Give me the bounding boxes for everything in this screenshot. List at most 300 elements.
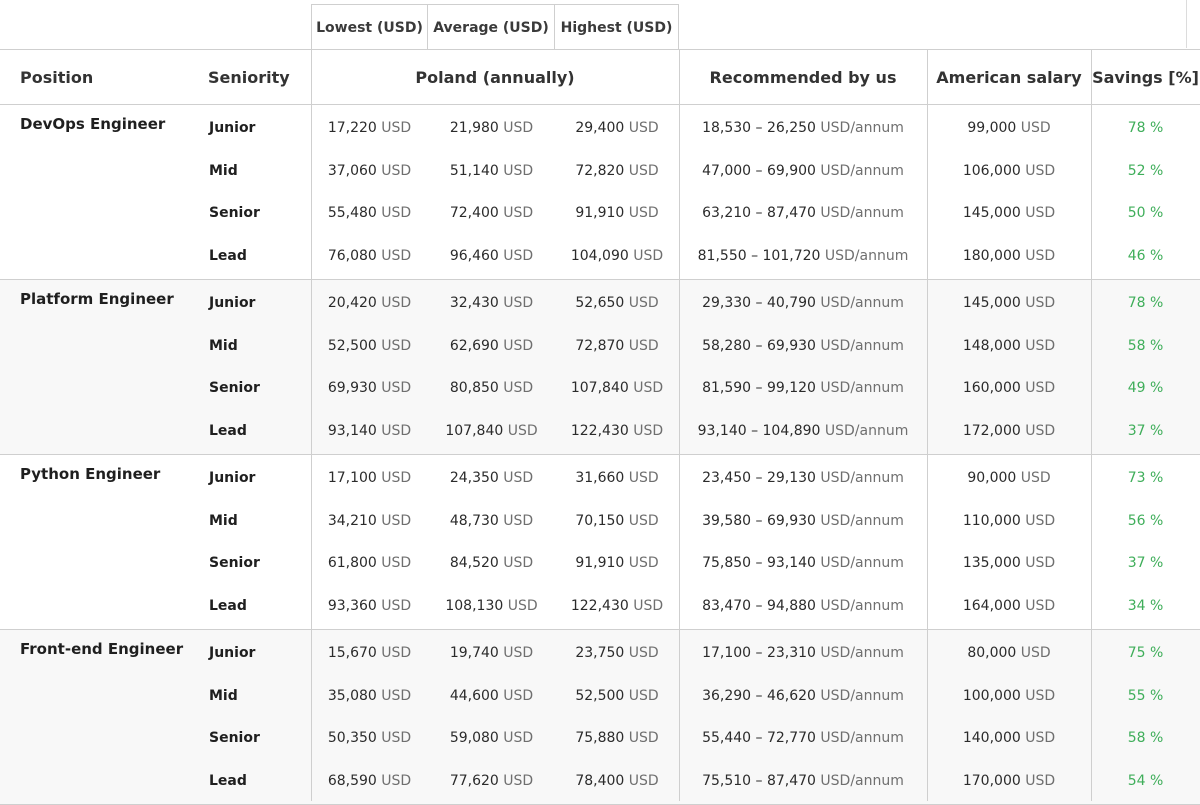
- average-salary-cell-value: 51,140: [449, 162, 499, 179]
- lowest-salary-cell-value: 52,500: [327, 337, 377, 354]
- position-header: Position: [20, 67, 94, 87]
- highest-salary-cell: [555, 760, 679, 802]
- savings-percent-sign: %: [1149, 380, 1164, 396]
- american-salary-cell: [927, 107, 1091, 149]
- seniority-cell: Senior: [209, 555, 260, 571]
- average-salary-cell: [428, 585, 555, 627]
- savings-percent-sign: %: [1149, 555, 1164, 571]
- savings-cell: [1091, 192, 1200, 234]
- lowest-salary-cell-unit: USD: [381, 512, 412, 529]
- american-salary-cell-unit: USD: [1025, 687, 1056, 704]
- highest-salary-cell-unit: USD: [633, 247, 664, 264]
- seniority-cell: Lead: [209, 597, 247, 614]
- savings-value: 50: [1127, 205, 1146, 221]
- savings-cell: [1091, 107, 1200, 149]
- highest-salary-cell: [555, 542, 679, 584]
- highest-salary-cell: [555, 150, 679, 192]
- average-salary-cell-unit: USD: [503, 555, 534, 571]
- recommended-salary-cell-value: 75,850 – 93,140: [702, 555, 816, 571]
- recommended-salary-cell-unit: USD/annum: [820, 645, 904, 661]
- recommended-salary-cell-value: 93,140 – 104,890: [697, 422, 821, 439]
- seniority-cell: Junior: [209, 470, 256, 486]
- highest-salary-cell-unit: USD: [628, 120, 659, 136]
- lowest-salary-cell: [311, 107, 428, 149]
- recommended-salary-cell-value: 36,290 – 46,620: [702, 687, 816, 704]
- lowest-salary-cell-value: 50,350: [327, 730, 377, 746]
- recommended-salary-cell-value: 83,470 – 94,880: [702, 597, 816, 614]
- recommended-salary-cell-value: 75,510 – 87,470: [702, 772, 816, 789]
- average-salary-cell-unit: USD: [507, 422, 538, 439]
- lowest-salary-cell-value: 69,930: [327, 380, 377, 396]
- american-salary-cell-unit: USD: [1025, 422, 1056, 439]
- average-salary-cell-value: 72,400: [449, 205, 499, 221]
- american-salary-cell: [927, 282, 1091, 324]
- american-salary-cell-value: 106,000: [962, 162, 1021, 179]
- american-salary-cell: [927, 717, 1091, 759]
- average-salary-cell-unit: USD: [503, 645, 534, 661]
- recommended-salary-cell-unit: USD/annum: [824, 422, 909, 439]
- recommended-salary-cell-unit: USD/annum: [820, 380, 904, 396]
- highest-salary-cell: [555, 500, 679, 542]
- average-salary-cell-unit: USD: [503, 247, 534, 264]
- highest-salary-cell-unit: USD: [628, 295, 659, 311]
- highest-salary-cell-value: 52,650: [575, 295, 625, 311]
- highest-salary-cell-unit: USD: [628, 337, 659, 354]
- savings-header: Savings [%]: [1092, 67, 1199, 87]
- position-name: DevOps Engineer: [20, 115, 166, 133]
- recommended-salary-cell-unit: USD/annum: [820, 687, 904, 704]
- highest-salary-cell-unit: USD: [628, 512, 659, 529]
- highest-salary-cell-value: 70,150: [575, 512, 625, 529]
- savings-cell: [1091, 410, 1200, 452]
- recommended-salary-cell: [679, 325, 927, 367]
- average-salary-cell-value: 96,460: [449, 247, 499, 264]
- recommended-header: Recommended by us: [709, 67, 897, 87]
- lowest-salary-cell: [311, 717, 428, 759]
- recommended-salary-cell-unit: USD/annum: [820, 120, 904, 136]
- lowest-salary-cell-unit: USD: [381, 162, 412, 179]
- savings-cell: [1091, 457, 1200, 499]
- american-salary-cell-value: 145,000: [962, 295, 1021, 311]
- average-salary-cell-unit: USD: [503, 205, 534, 221]
- savings-percent-sign: %: [1149, 645, 1164, 661]
- column-divider: [311, 49, 312, 801]
- american-salary-cell: [927, 325, 1091, 367]
- american-salary-cell-value: 140,000: [962, 730, 1021, 746]
- position-group: [0, 455, 1200, 630]
- savings-cell: [1091, 632, 1200, 674]
- american-salary-cell: [927, 585, 1091, 627]
- lowest-salary-cell-unit: USD: [381, 470, 412, 486]
- recommended-salary-cell-value: 23,450 – 29,130: [702, 470, 816, 486]
- savings-percent-sign: %: [1149, 772, 1164, 789]
- american-salary-cell-value: 80,000: [967, 645, 1017, 661]
- american-salary-cell-value: 90,000: [967, 470, 1017, 486]
- seniority-cell: Mid: [209, 337, 238, 354]
- lowest-salary-cell: [311, 457, 428, 499]
- average-salary-cell-unit: USD: [503, 120, 534, 136]
- american-salary-cell-value: 145,000: [962, 205, 1021, 221]
- highest-salary-cell-value: 72,870: [575, 337, 625, 354]
- highest-salary-cell: [555, 107, 679, 149]
- savings-percent-sign: %: [1149, 162, 1164, 179]
- american-salary-cell: [927, 500, 1091, 542]
- seniority-cell: Senior: [209, 205, 260, 221]
- savings-value: 37: [1127, 422, 1146, 439]
- highest-salary-cell-unit: USD: [628, 205, 659, 221]
- recommended-salary-cell-unit: USD/annum: [820, 555, 904, 571]
- lowest-salary-cell-value: 17,100: [327, 470, 377, 486]
- recommended-salary-cell-unit: USD/annum: [820, 730, 904, 746]
- savings-cell: [1091, 760, 1200, 802]
- table-row: [0, 585, 1200, 627]
- savings-percent-sign: %: [1149, 422, 1164, 439]
- table-row: [0, 150, 1200, 192]
- highest-salary-cell-value: 122,430: [570, 597, 629, 614]
- highest-salary-cell: [555, 235, 679, 277]
- lowest-salary-cell-value: 15,670: [327, 645, 377, 661]
- savings-value: 73: [1127, 470, 1146, 486]
- recommended-salary-cell-unit: USD/annum: [824, 247, 909, 264]
- american-salary-header: American salary: [936, 67, 1082, 87]
- average-salary-cell-value: 44,600: [449, 687, 499, 704]
- lowest-salary-cell: [311, 632, 428, 674]
- average-salary-cell: [428, 150, 555, 192]
- average-salary-cell-value: 80,850: [449, 380, 499, 396]
- american-salary-cell-unit: USD: [1025, 205, 1056, 221]
- savings-percent-sign: %: [1149, 730, 1164, 746]
- seniority-cell: Mid: [209, 162, 238, 179]
- savings-cell: [1091, 500, 1200, 542]
- savings-value: 78: [1127, 120, 1146, 136]
- lowest-salary-cell-value: 68,590: [327, 772, 377, 789]
- savings-percent-sign: %: [1149, 337, 1164, 354]
- lowest-salary-cell-value: 76,080: [327, 247, 377, 264]
- recommended-salary-cell-value: 17,100 – 23,310: [702, 645, 816, 661]
- seniority-cell: Lead: [209, 772, 247, 789]
- recommended-salary-cell: [679, 235, 927, 277]
- american-salary-cell-unit: USD: [1025, 247, 1056, 264]
- lowest-salary-cell: [311, 542, 428, 584]
- table-row: [0, 675, 1200, 717]
- position-name: Platform Engineer: [20, 290, 174, 308]
- seniority-cell: Lead: [209, 247, 247, 264]
- poland-annually-header: Poland (annually): [415, 67, 575, 87]
- lowest-salary-cell: [311, 500, 428, 542]
- highest-salary-cell-value: 122,430: [570, 422, 629, 439]
- highest-salary-cell-value: 31,660: [575, 470, 625, 486]
- average-salary-cell: [428, 282, 555, 324]
- recommended-salary-cell: [679, 457, 927, 499]
- highest-salary-cell-value: 72,820: [575, 162, 625, 179]
- lowest-salary-cell: [311, 410, 428, 452]
- recommended-salary-cell-value: 55,440 – 72,770: [702, 730, 816, 746]
- highest-salary-cell: [555, 192, 679, 234]
- average-salary-cell-value: 21,980: [449, 120, 499, 136]
- savings-value: 54: [1127, 772, 1146, 789]
- recommended-salary-cell: [679, 585, 927, 627]
- highest-salary-cell-value: 91,910: [575, 205, 625, 221]
- highest-salary-cell: [555, 325, 679, 367]
- lowest-salary-cell: [311, 325, 428, 367]
- recommended-salary-cell-value: 58,280 – 69,930: [702, 337, 816, 354]
- average-salary-cell-unit: USD: [503, 470, 534, 486]
- recommended-salary-cell: [679, 150, 927, 192]
- lowest-salary-cell-value: 61,800: [327, 555, 377, 571]
- lowest-salary-cell: [311, 760, 428, 802]
- table-row: [0, 500, 1200, 542]
- savings-cell: [1091, 542, 1200, 584]
- highest-salary-cell-value: 23,750: [575, 645, 625, 661]
- lowest-salary-cell-unit: USD: [381, 337, 412, 354]
- recommended-salary-cell: [679, 107, 927, 149]
- table-row: [0, 192, 1200, 234]
- savings-value: 56: [1127, 512, 1146, 529]
- american-salary-cell: [927, 367, 1091, 409]
- highest-salary-cell-unit: USD: [628, 162, 659, 179]
- highest-salary-cell-unit: USD: [628, 730, 659, 746]
- poland-subheader-row: [0, 0, 1200, 50]
- american-salary-cell-unit: USD: [1025, 380, 1056, 396]
- highest-salary-cell-unit: USD: [633, 380, 664, 396]
- seniority-cell: Mid: [209, 512, 238, 529]
- american-salary-cell-unit: USD: [1025, 555, 1056, 571]
- highest-salary-cell: [555, 717, 679, 759]
- average-salary-cell-value: 48,730: [449, 512, 499, 529]
- recommended-salary-cell: [679, 282, 927, 324]
- savings-percent-sign: %: [1149, 205, 1164, 221]
- average-salary-cell-value: 107,840: [445, 422, 504, 439]
- savings-cell: [1091, 282, 1200, 324]
- lowest-salary-cell-value: 93,360: [327, 597, 377, 614]
- average-salary-cell: [428, 675, 555, 717]
- average-salary-cell-value: 84,520: [449, 555, 499, 571]
- lowest-salary-cell-value: 93,140: [327, 422, 377, 439]
- position-name: Front-end Engineer: [20, 640, 184, 658]
- recommended-salary-cell-unit: USD/annum: [820, 295, 904, 311]
- average-salary-cell: [428, 500, 555, 542]
- american-salary-cell-value: 164,000: [962, 597, 1021, 614]
- savings-value: 58: [1127, 337, 1146, 354]
- recommended-salary-cell-unit: USD/annum: [820, 162, 904, 179]
- american-salary-cell-unit: USD: [1025, 162, 1056, 179]
- position-group: [0, 630, 1200, 805]
- lowest-salary-cell-value: 37,060: [327, 162, 377, 179]
- savings-cell: [1091, 150, 1200, 192]
- savings-value: 75: [1127, 645, 1146, 661]
- column-divider: [1091, 49, 1092, 801]
- average-salary-cell-unit: USD: [503, 162, 534, 179]
- lowest-salary-cell: [311, 150, 428, 192]
- average-salary-cell-value: 24,350: [449, 470, 499, 486]
- savings-cell: [1091, 235, 1200, 277]
- savings-cell: [1091, 367, 1200, 409]
- lowest-salary-cell: [311, 585, 428, 627]
- recommended-salary-cell-value: 63,210 – 87,470: [702, 205, 816, 221]
- average-salary-cell-unit: USD: [503, 772, 534, 789]
- lowest-salary-cell-unit: USD: [381, 205, 412, 221]
- american-salary-cell: [927, 457, 1091, 499]
- lowest-salary-cell-unit: USD: [381, 730, 412, 746]
- highest-salary-cell-value: 104,090: [570, 247, 629, 264]
- highest-salary-cell-unit: USD: [633, 422, 664, 439]
- table-row: [0, 282, 1200, 324]
- savings-cell: [1091, 585, 1200, 627]
- lowest-usd-header: Lowest (USD): [311, 4, 428, 50]
- highest-salary-cell-value: 29,400: [575, 120, 625, 136]
- savings-percent-sign: %: [1149, 470, 1164, 486]
- american-salary-cell: [927, 760, 1091, 802]
- average-salary-cell: [428, 542, 555, 584]
- american-salary-cell-value: 148,000: [962, 337, 1021, 354]
- average-salary-cell: [428, 192, 555, 234]
- recommended-salary-cell-value: 81,550 – 101,720: [697, 247, 821, 264]
- american-salary-cell: [927, 410, 1091, 452]
- highest-salary-cell-unit: USD: [628, 645, 659, 661]
- lowest-salary-cell-unit: USD: [381, 380, 412, 396]
- scroll-edge-divider: [1186, 0, 1187, 48]
- american-salary-cell-value: 135,000: [962, 555, 1021, 571]
- american-salary-cell-value: 160,000: [962, 380, 1021, 396]
- recommended-salary-cell: [679, 500, 927, 542]
- average-salary-cell-value: 77,620: [449, 772, 499, 789]
- american-salary-cell-unit: USD: [1025, 337, 1056, 354]
- lowest-salary-cell-unit: USD: [381, 645, 412, 661]
- recommended-salary-cell: [679, 675, 927, 717]
- savings-cell: [1091, 325, 1200, 367]
- highest-salary-cell-value: 52,500: [575, 687, 625, 704]
- lowest-salary-cell-unit: USD: [381, 120, 412, 136]
- average-salary-cell: [428, 367, 555, 409]
- recommended-salary-cell-unit: USD/annum: [820, 470, 904, 486]
- lowest-salary-cell: [311, 235, 428, 277]
- column-divider: [927, 49, 928, 801]
- lowest-salary-cell: [311, 282, 428, 324]
- seniority-cell: Mid: [209, 687, 238, 704]
- american-salary-cell: [927, 542, 1091, 584]
- recommended-salary-cell: [679, 760, 927, 802]
- recommended-salary-cell-unit: USD/annum: [820, 337, 904, 354]
- table-row: [0, 235, 1200, 277]
- table-row: [0, 632, 1200, 674]
- american-salary-cell-unit: USD: [1025, 597, 1056, 614]
- american-salary-cell-unit: USD: [1025, 295, 1056, 311]
- american-salary-cell: [927, 675, 1091, 717]
- american-salary-cell-unit: USD: [1020, 470, 1051, 486]
- american-salary-cell-value: 180,000: [962, 247, 1021, 264]
- average-salary-cell: [428, 760, 555, 802]
- american-salary-cell: [927, 150, 1091, 192]
- average-salary-cell: [428, 457, 555, 499]
- american-salary-cell-value: 172,000: [962, 422, 1021, 439]
- highest-salary-cell-unit: USD: [628, 470, 659, 486]
- recommended-salary-cell: [679, 632, 927, 674]
- savings-value: 37: [1127, 555, 1146, 571]
- savings-percent-sign: %: [1149, 295, 1164, 311]
- highest-salary-cell: [555, 282, 679, 324]
- american-salary-cell-unit: USD: [1020, 120, 1051, 136]
- average-salary-cell-unit: USD: [503, 380, 534, 396]
- average-salary-cell: [428, 632, 555, 674]
- seniority-cell: Senior: [209, 730, 260, 746]
- seniority-cell: Senior: [209, 380, 260, 396]
- highest-salary-cell-value: 91,910: [575, 555, 625, 571]
- savings-value: 52: [1127, 162, 1146, 179]
- savings-cell: [1091, 717, 1200, 759]
- lowest-salary-cell: [311, 192, 428, 234]
- average-salary-cell-unit: USD: [503, 512, 534, 529]
- savings-cell: [1091, 675, 1200, 717]
- recommended-salary-cell-value: 29,330 – 40,790: [702, 295, 816, 311]
- lowest-salary-cell-value: 35,080: [327, 687, 377, 704]
- lowest-salary-cell-unit: USD: [381, 295, 412, 311]
- savings-value: 46: [1127, 247, 1146, 264]
- table-row: [0, 410, 1200, 452]
- recommended-salary-cell: [679, 717, 927, 759]
- lowest-salary-cell-unit: USD: [381, 247, 412, 264]
- lowest-salary-cell: [311, 675, 428, 717]
- highest-salary-cell: [555, 410, 679, 452]
- highest-salary-cell-unit: USD: [628, 772, 659, 789]
- american-salary-cell-unit: USD: [1025, 512, 1056, 529]
- highest-salary-cell-unit: USD: [628, 687, 659, 704]
- average-salary-cell-unit: USD: [503, 295, 534, 311]
- recommended-salary-cell: [679, 192, 927, 234]
- average-salary-cell: [428, 410, 555, 452]
- lowest-salary-cell-unit: USD: [381, 687, 412, 704]
- table-row: [0, 542, 1200, 584]
- table-row: [0, 760, 1200, 802]
- table-row: [0, 717, 1200, 759]
- average-salary-cell: [428, 717, 555, 759]
- average-salary-cell-unit: USD: [503, 337, 534, 354]
- savings-percent-sign: %: [1149, 597, 1164, 614]
- recommended-salary-cell-value: 18,530 – 26,250: [702, 120, 816, 136]
- recommended-salary-cell-unit: USD/annum: [820, 597, 904, 614]
- savings-value: 58: [1127, 730, 1146, 746]
- lowest-salary-cell-value: 17,220: [327, 120, 377, 136]
- highest-salary-cell: [555, 632, 679, 674]
- average-salary-cell-unit: USD: [503, 730, 534, 746]
- highest-salary-cell: [555, 675, 679, 717]
- savings-value: 49: [1127, 380, 1146, 396]
- seniority-cell: Junior: [209, 645, 256, 661]
- highest-salary-cell: [555, 367, 679, 409]
- seniority-cell: Junior: [209, 295, 256, 311]
- recommended-salary-cell-value: 47,000 – 69,900: [702, 162, 816, 179]
- lowest-salary-cell-value: 20,420: [327, 295, 377, 311]
- seniority-cell: Junior: [209, 120, 256, 136]
- savings-percent-sign: %: [1149, 247, 1164, 264]
- position-name: Python Engineer: [20, 465, 161, 483]
- table-header-row: [0, 49, 1200, 105]
- average-salary-cell: [428, 325, 555, 367]
- average-salary-cell: [428, 235, 555, 277]
- seniority-cell: Lead: [209, 422, 247, 439]
- average-salary-cell-value: 32,430: [449, 295, 499, 311]
- average-usd-header: Average (USD): [428, 4, 555, 50]
- highest-salary-cell-value: 75,880: [575, 730, 625, 746]
- lowest-salary-cell-unit: USD: [381, 555, 412, 571]
- recommended-salary-cell: [679, 410, 927, 452]
- savings-percent-sign: %: [1149, 512, 1164, 529]
- american-salary-cell: [927, 192, 1091, 234]
- recommended-salary-cell-unit: USD/annum: [820, 772, 904, 789]
- american-salary-cell-value: 170,000: [962, 772, 1021, 789]
- recommended-salary-cell-value: 81,590 – 99,120: [702, 380, 816, 396]
- average-salary-cell-value: 59,080: [449, 730, 499, 746]
- american-salary-cell-value: 99,000: [967, 120, 1017, 136]
